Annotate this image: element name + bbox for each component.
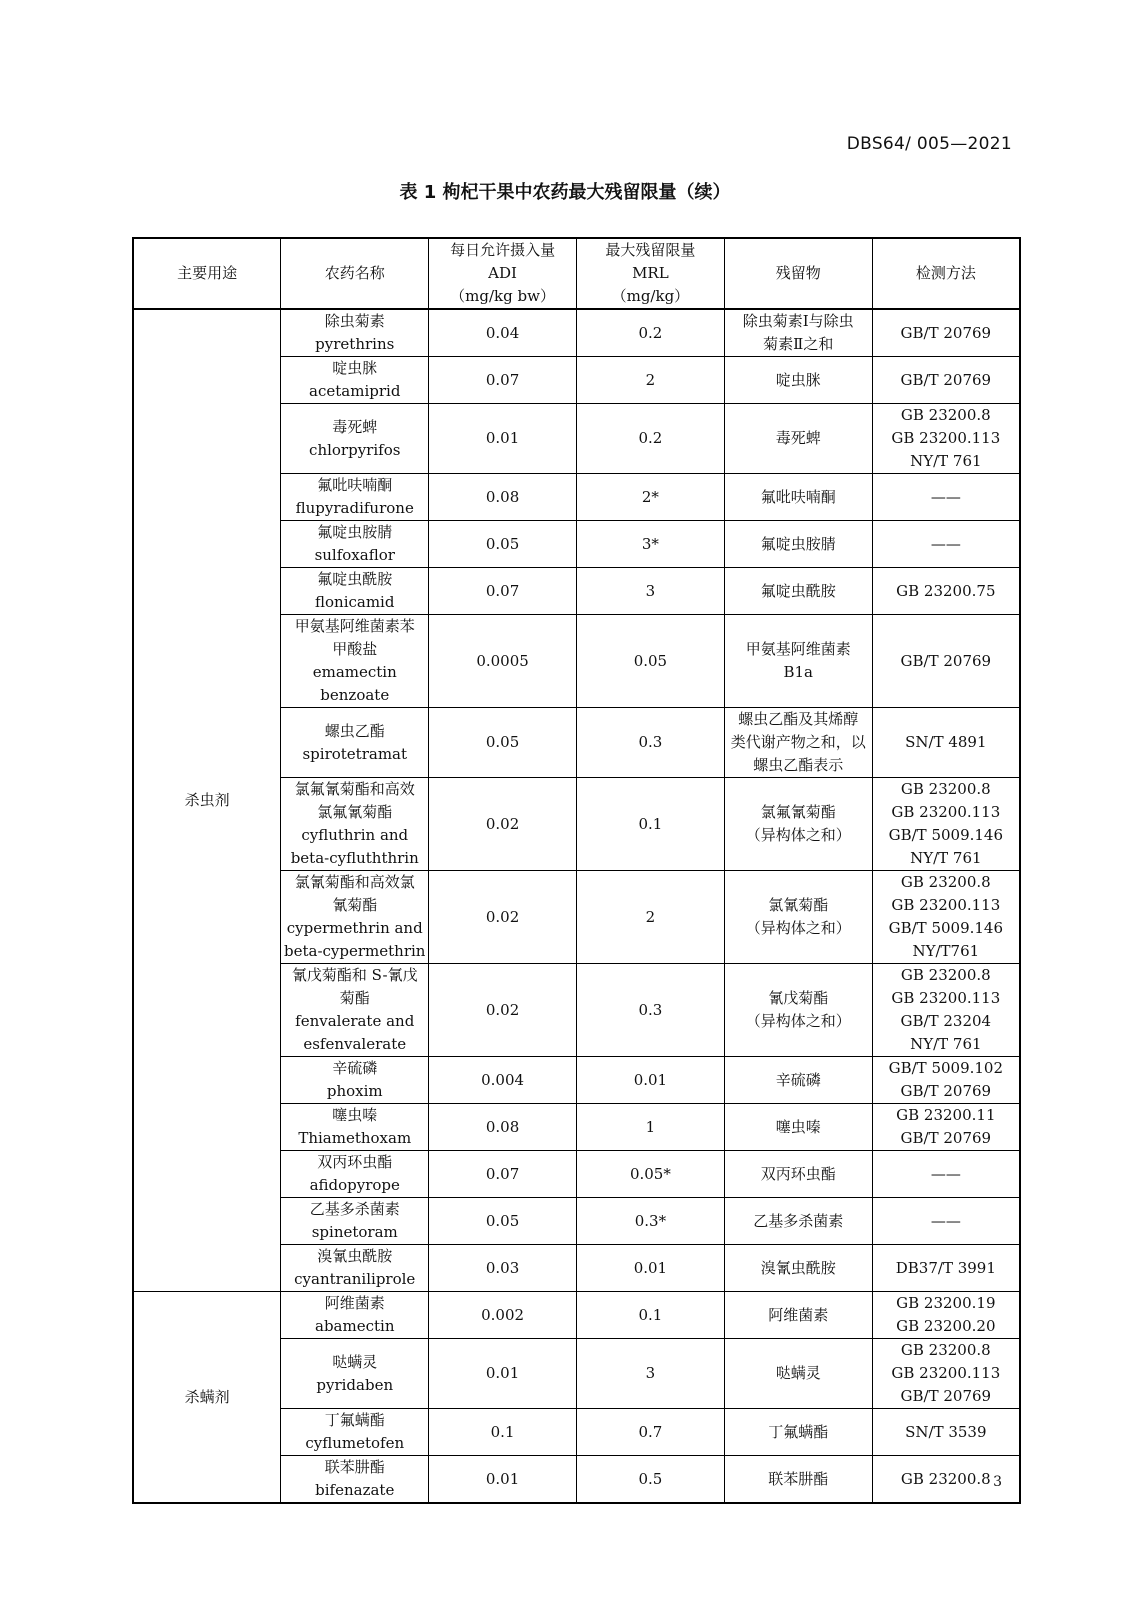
residue-cell [724,708,872,778]
residue-cell [724,1151,872,1198]
detection-method-cell [872,521,1020,568]
mrl-cell: 0.5 [576,1456,724,1504]
detection-method-line: —— [930,534,961,553]
residue-line: 双丙环虫酯 [760,1164,836,1183]
detection-method-line: SN/T 4891 [905,733,987,751]
residue-line: 联苯肼酯 [768,1469,829,1488]
pesticide-name-line: cyfluthrin and [301,826,409,844]
detection-method-line: GB/T 5009.146 [888,826,1004,844]
adi-cell: 0.07 [429,1151,577,1198]
mrl-cell: 0.3* [576,1198,724,1245]
detection-method-line: GB 23200.8 [900,1469,991,1488]
pesticide-name-line: emamectin benzoate [312,663,397,704]
pesticide-name-cell [281,1057,429,1104]
pesticide-name-line: 氯氟氰菊酯和高效 [294,780,415,798]
residue-line: 氯氰菊酯 [768,896,829,914]
detection-method-line: GB 23200.113 [891,989,1001,1007]
pesticide-name-line: afidopyrope [309,1176,400,1194]
mrl-cell: 0.3 [576,964,724,1057]
col-header-adi-line: （mg/kg bw） [450,287,555,305]
adi-cell: 0.01 [429,1456,577,1504]
pesticide-name-line: 丁氟螨酯 [324,1411,385,1429]
detection-method-cell [872,708,1020,778]
use-category-cell: 杀螨剂 [133,1292,281,1504]
pesticide-name-cell [281,1292,429,1339]
detection-method-line: NY/T 761 [910,1035,982,1053]
residue-cell [724,871,872,964]
detection-method-line: SN/T 3539 [905,1422,987,1441]
pesticide-name-line: cypermethrin and [286,919,423,937]
detection-method-cell [872,357,1020,404]
mrl-cell: 0.2 [576,404,724,474]
pesticide-name-cell [281,1409,429,1456]
detection-method-cell [872,871,1020,964]
adi-cell: 0.05 [429,521,577,568]
adi-cell: 0.004 [429,1057,577,1104]
pesticide-name-line: 阿维菌素 [324,1294,385,1312]
col-header-use: 主要用途 [133,238,281,309]
header-row [133,238,1020,309]
residue-line: 毒死蜱 [775,429,821,447]
mrl-cell: 0.3 [576,708,724,778]
residue-line: （异构体之和） [745,826,851,844]
residue-line: （异构体之和） [745,1012,851,1030]
detection-method-line: GB/T 5009.102 [888,1059,1004,1077]
pesticide-name-line: abamectin [315,1317,395,1335]
detection-method-line: —— [930,1164,961,1183]
detection-method-cell [872,1198,1020,1245]
pesticide-name-cell [281,404,429,474]
col-header-name: 农药名称 [281,238,429,309]
pesticide-name-line: 甲酸盐 [332,640,378,658]
detection-method-line: GB 23200.113 [891,803,1001,821]
pesticide-name-line: chlorpyrifos [309,440,401,459]
mrl-cell: 0.05 [576,615,724,708]
adi-cell: 0.02 [429,778,577,871]
residue-cell [724,1456,872,1504]
col-header-mrl-line: MRL [632,264,669,282]
pesticide-name-cell [281,357,429,404]
pesticide-name-line: 氟啶虫酰胺 [317,570,393,588]
pesticide-name-line: esfenvalerate [303,1035,407,1053]
detection-method-line: GB 23200.20 [896,1317,996,1335]
pesticide-name-cell [281,1245,429,1292]
col-header-mrl [576,238,724,309]
residue-line: 乙基多杀菌素 [753,1211,844,1230]
mrl-cell: 0.05* [576,1151,724,1198]
detection-method-cell [872,778,1020,871]
detection-method-line: GB 23200.19 [896,1294,996,1312]
detection-method-line: GB 23200.113 [891,1364,1001,1382]
detection-method-line: NY/T761 [912,942,980,960]
col-header-adi [429,238,577,309]
mrl-cell: 0.1 [576,1292,724,1339]
pesticide-name-line: 氰菊酯 [332,896,378,914]
pesticide-name-line: cyflumetofen [305,1434,405,1452]
detection-method-line: —— [930,487,961,506]
residue-line: 螺虫乙酯及其烯醇 [738,710,859,728]
pesticide-name-line: spirotetramat [302,744,408,763]
pesticide-name-line: 菊酯 [339,989,370,1007]
detection-method-line: NY/T 761 [910,849,982,867]
pesticide-name-line: 噻虫嗪 [332,1106,378,1124]
pesticide-name-cell [281,568,429,615]
adi-cell: 0.08 [429,474,577,521]
adi-cell: 0.1 [429,1409,577,1456]
residue-line: B1a [783,663,813,681]
residue-cell [724,309,872,357]
residue-line: （异构体之和） [745,919,851,937]
detection-method-line: NY/T 761 [910,452,982,470]
residue-line: 氟啶虫胺腈 [760,534,836,553]
residue-line: 溴氰虫酰胺 [760,1258,836,1277]
residue-line: 氯氟氰菊酯 [760,803,836,821]
residue-line: 除虫菊素Ⅰ与除虫 [742,312,854,330]
pesticide-name-line: flonicamid [315,593,395,611]
residue-line: 类代谢产物之和，以 [730,733,866,751]
detection-method-cell [872,309,1020,357]
detection-method-line: GB/T 20769 [900,1387,992,1405]
adi-cell: 0.07 [429,357,577,404]
pesticide-name-line: cyantraniliprole [294,1270,416,1288]
pesticide-name-line: beta-cypermethrin [284,942,426,960]
pesticide-name-line: 氟啶虫胺腈 [317,523,393,541]
col-header-residue: 残留物 [724,238,872,309]
mrl-cell: 0.01 [576,1057,724,1104]
standard-code: DBS64/ 005—2021 [846,134,1012,154]
detection-method-line: GB/T 20769 [900,651,992,670]
adi-cell: 0.08 [429,1104,577,1151]
residue-cell [724,568,872,615]
pesticide-name-line: 螺虫乙酯 [324,721,385,740]
detection-method-cell [872,1409,1020,1456]
pesticide-name-line: 毒死蜱 [332,417,378,436]
pesticide-name-cell [281,309,429,357]
col-header-mrl-line: 最大残留限量 [605,241,696,259]
detection-method-cell [872,404,1020,474]
residue-cell [724,521,872,568]
detection-method-line: GB/T 20769 [900,323,992,342]
mrl-cell: 0.01 [576,1245,724,1292]
pesticide-name-line: phoxim [326,1082,383,1100]
mrl-cell: 3 [576,1339,724,1409]
detection-method-line: GB/T 20769 [900,370,992,389]
pesticide-name-cell [281,1198,429,1245]
adi-cell: 0.01 [429,1339,577,1409]
mrl-cell: 1 [576,1104,724,1151]
residue-cell [724,1198,872,1245]
detection-method-line: GB 23200.8 [900,966,991,984]
residue-cell [724,404,872,474]
pesticide-name-line: 啶虫脒 [332,359,378,377]
pesticide-name-cell [281,778,429,871]
pesticide-name-cell [281,1456,429,1504]
detection-method-line: GB/T 5009.146 [888,919,1004,937]
residue-cell [724,964,872,1057]
residue-cell [724,474,872,521]
detection-method-line: —— [930,1211,961,1230]
residue-line: 氟啶虫酰胺 [760,581,836,600]
detection-method-cell [872,568,1020,615]
residue-line: 噻虫嗪 [775,1117,821,1136]
detection-method-cell [872,1104,1020,1151]
table-body [133,309,1020,1503]
detection-method-line: GB 23200.113 [891,429,1001,447]
mrl-cell: 0.7 [576,1409,724,1456]
residue-line: 辛硫磷 [775,1070,821,1089]
detection-method-line: GB/T 20769 [900,1082,992,1100]
pesticide-name-line: spinetoram [311,1223,398,1241]
table-title: 表 1 枸杞干果中农药最大残留限量（续） [399,182,731,203]
adi-cell: 0.02 [429,871,577,964]
detection-method-cell [872,474,1020,521]
detection-method-line: GB 23200.8 [900,873,991,891]
adi-cell: 0.0005 [429,615,577,708]
pesticide-name-cell [281,1151,429,1198]
detection-method-cell [872,1245,1020,1292]
pesticide-name-cell [281,1339,429,1409]
pesticide-name-line: sulfoxaflor [314,546,395,564]
pesticide-name-cell [281,708,429,778]
residue-line: 阿维菌素 [768,1305,829,1324]
adi-cell: 0.07 [429,568,577,615]
adi-cell: 0.01 [429,404,577,474]
adi-cell: 0.02 [429,964,577,1057]
detection-method-line: GB 23200.8 [900,406,991,424]
detection-method-line: GB 23200.11 [896,1106,996,1124]
residue-line: 螺虫乙酯表示 [753,756,844,774]
residue-line: 氰戊菊酯 [768,989,829,1007]
pesticide-name-cell [281,871,429,964]
residue-cell [724,1409,872,1456]
pesticide-name-line: Thiamethoxam [298,1129,412,1147]
detection-method-cell [872,1057,1020,1104]
pesticide-name-line: beta-cyfluththrin [290,849,419,867]
detection-method-cell [872,615,1020,708]
pesticide-name-line: 哒螨灵 [332,1352,378,1371]
residue-cell [724,778,872,871]
residue-cell [724,1104,872,1151]
pesticide-name-line: 除虫菊素 [324,312,385,330]
detection-method-cell [872,1151,1020,1198]
residue-line: 菊素Ⅱ之和 [763,335,834,353]
adi-cell: 0.04 [429,309,577,357]
use-category-cell: 杀虫剂 [133,309,281,1292]
adi-cell: 0.03 [429,1245,577,1292]
residue-cell [724,1057,872,1104]
pesticide-name-line: 联苯肼酯 [324,1458,385,1476]
pesticide-name-cell [281,474,429,521]
adi-cell: 0.002 [429,1292,577,1339]
detection-method-line: GB 23200.75 [896,581,996,600]
pesticide-name-line: 双丙环虫酯 [317,1153,393,1171]
pesticide-name-line: 氯氟氰菊酯 [317,803,393,821]
residue-cell [724,1245,872,1292]
detection-method-cell [872,964,1020,1057]
pesticide-name-line: fenvalerate and [295,1012,415,1030]
pesticide-name-line: flupyradifurone [295,499,414,517]
pesticide-name-line: 氯氰菊酯和高效氯 [294,873,415,891]
residue-line: 哒螨灵 [775,1364,821,1382]
detection-method-line: GB 23200.8 [900,1341,991,1359]
detection-method-line: DB37/T 3991 [895,1258,996,1277]
pesticide-name-line: 溴氰虫酰胺 [317,1247,393,1265]
residue-cell [724,1339,872,1409]
table-row [133,1292,1020,1339]
detection-method-line: GB/T 20769 [900,1129,992,1147]
pesticide-name-line: 氰戊菊酯和 S-氰戊 [291,966,418,984]
detection-method-cell [872,1292,1020,1339]
residue-cell [724,357,872,404]
pesticide-name-line: 乙基多杀菌素 [309,1200,400,1218]
pesticide-name-line: pyridaben [316,1375,394,1394]
detection-method-line: GB 23200.8 [900,780,991,798]
residue-line: 啶虫脒 [775,370,821,389]
pesticide-name-cell [281,615,429,708]
pesticide-name-cell [281,521,429,568]
pesticide-name-cell [281,964,429,1057]
col-header-adi-line: 每日允许摄入量 [450,241,556,259]
mrl-cell: 2 [576,357,724,404]
mrl-cell: 2 [576,871,724,964]
table-row [133,309,1020,357]
detection-method-line: GB 23200.113 [891,896,1001,914]
col-header-adi-line: ADI [488,264,517,282]
mrl-cell: 3* [576,521,724,568]
page-number: 3 [993,1474,1002,1490]
adi-cell: 0.05 [429,1198,577,1245]
pesticide-name-line: bifenazate [315,1481,395,1499]
residue-line: 丁氟螨酯 [768,1422,829,1441]
mrl-cell: 0.1 [576,778,724,871]
pesticide-name-line: 甲氨基阿维菌素苯 [294,617,415,635]
pesticide-name-cell [281,1104,429,1151]
pesticide-name-line: acetamiprid [309,382,401,400]
residue-line: 甲氨基阿维菌素 [745,640,851,658]
mrl-cell: 2* [576,474,724,521]
pesticide-mrl-table [132,237,1021,1504]
detection-method-cell [872,1339,1020,1409]
residue-cell [724,615,872,708]
residue-line: 氟吡呋喃酮 [760,487,836,506]
adi-cell: 0.05 [429,708,577,778]
mrl-cell: 3 [576,568,724,615]
col-header-method: 检测方法 [872,238,1020,309]
pesticide-name-line: 氟吡呋喃酮 [317,476,393,494]
residue-cell [724,1292,872,1339]
col-header-mrl-line: （mg/kg） [611,287,690,305]
pesticide-name-line: 辛硫磷 [332,1059,378,1077]
mrl-cell: 0.2 [576,309,724,357]
detection-method-line: GB/T 23204 [900,1012,992,1030]
pesticide-name-line: pyrethrins [315,335,395,353]
